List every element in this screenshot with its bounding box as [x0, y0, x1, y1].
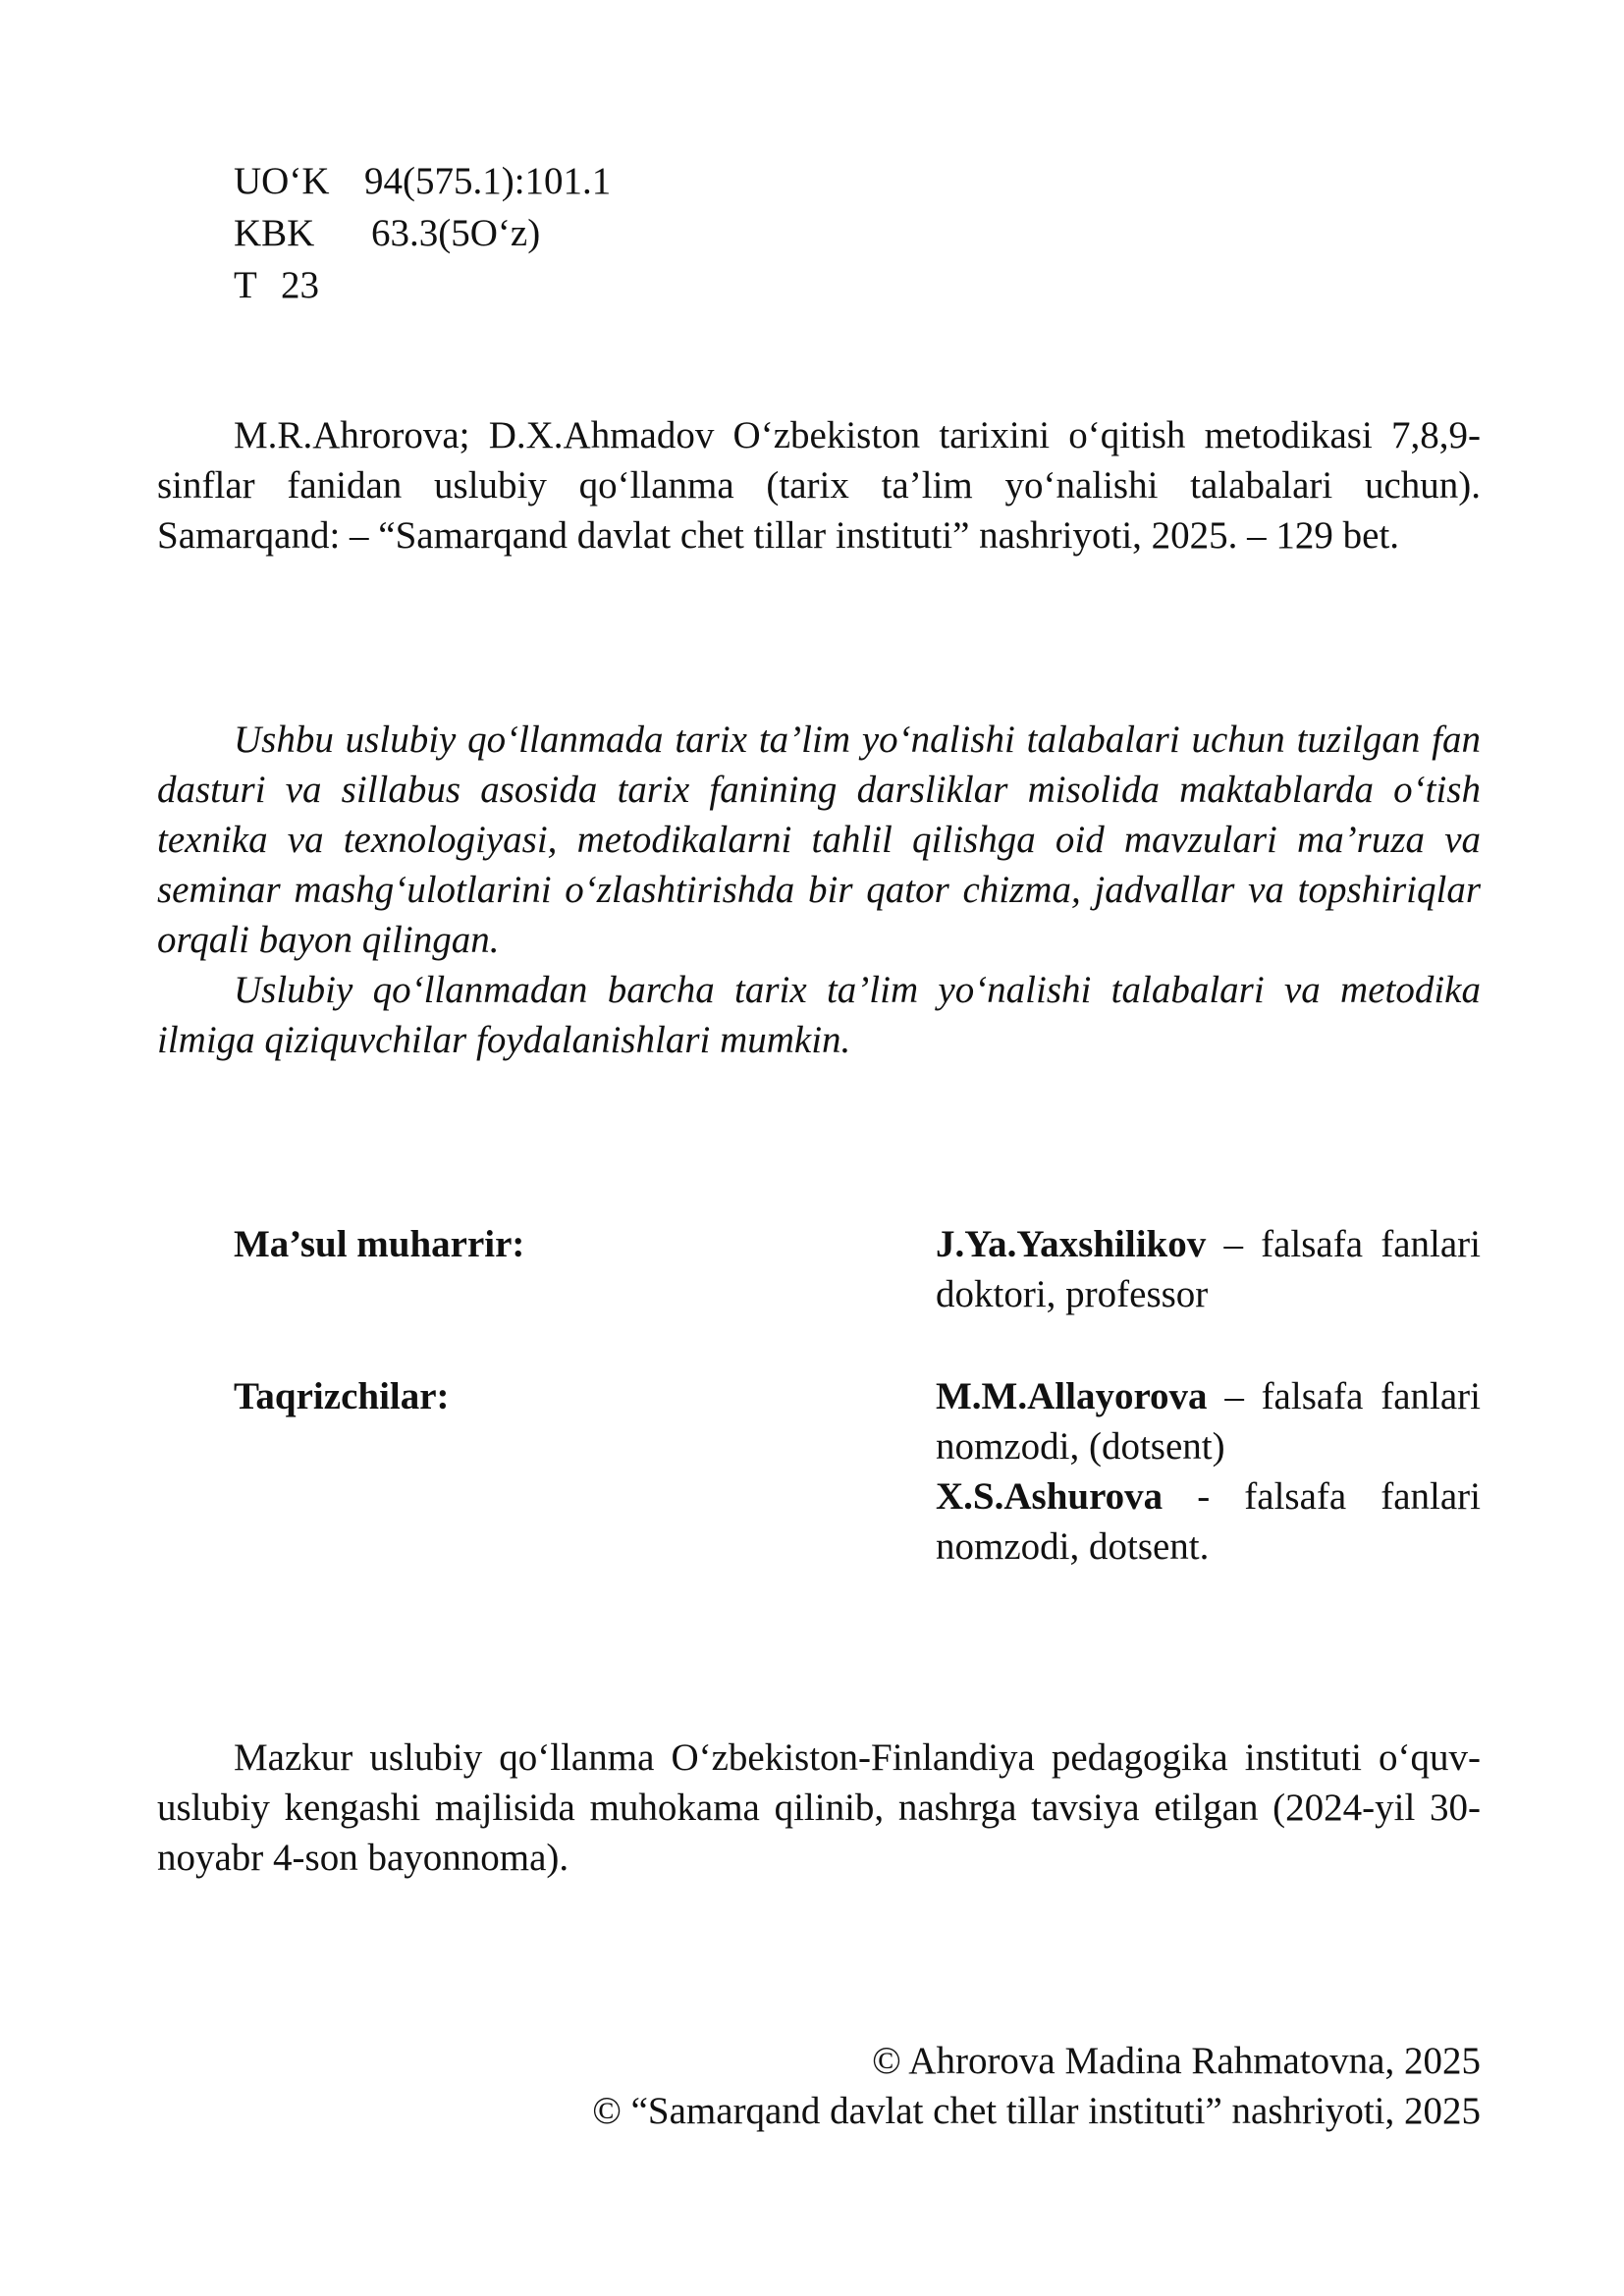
editor-label: Ma’sul muharrir: [234, 1223, 525, 1265]
kbk-value: 63.3(5O‘z) [371, 212, 541, 254]
uok-code [234, 155, 611, 207]
reviewer-title: - falsafa fanlari nomzodi, dotsent. [936, 1475, 1481, 1568]
reviewers-details [936, 1371, 1481, 1572]
t-value: 23 [281, 264, 319, 306]
kbk-code [234, 207, 611, 259]
abstract [157, 715, 1481, 1065]
copyright-author: © Ahrorova Madina Rahmatovna, 2025 [872, 2040, 1481, 2082]
editor-name: J.Ya.Yaxshilikov [936, 1223, 1207, 1265]
editor-entry [936, 1219, 1481, 1319]
copyright-publisher: © “Samarqand davlat chet tillar instituti” nashriyoti, 2025 [592, 2090, 1481, 2132]
reviewer-entry [936, 1371, 1481, 1471]
uok-value: 94(575.1):101.1 [364, 160, 612, 202]
bibliographic-citation: M.R.Ahrorova; D.X.Ahmadov O‘zbekiston tarixini o‘qitish metodikasi 7,8,9-sinflar fanidan uslubiy qo‘llanma (tarix ta’lim yo‘nalishi talabalari uchun). Samarqand: – “Samarqand davlat chet tillar instituti” nashriyoti, 2025. – 129 bet. [157, 414, 1481, 557]
reviewer-name: M.M.Allayorova [936, 1375, 1208, 1417]
editor-title: – falsafa fanlari doktori, professor [936, 1223, 1481, 1315]
abstract-paragraph-1: Ushbu uslubiy qo‘llanmada tarix ta’lim yo‘nalishi talabalari uchun tuzilgan fan dasturi va sillabus asosida tarix fanining darsliklar misolida maktablarda o‘tish texnika va texnologiyasi, metodikalarni tahlil qilishga oid mavzulari ma’ruza va seminar mashg‘ulotlarini o‘zlashtirishda bir qator chizma, jadvallar va topshiriqlar orqali bayon qilingan. [157, 719, 1481, 961]
reviewer-title: – falsafa fanlari nomzodi, (dotsent) [936, 1375, 1481, 1468]
editor-details [936, 1219, 1481, 1319]
reviewer-entry [936, 1471, 1481, 1572]
kbk-label: KBK [234, 212, 315, 254]
reviewers-label: Taqrizchilar: [234, 1375, 450, 1417]
t-label: T [234, 264, 257, 306]
uok-label: UO‘K [234, 160, 330, 202]
approval-note: Mazkur uslubiy qo‘llanma O‘zbekiston-Finlandiya pedagogika instituti o‘quv-uslubiy kengashi majlisida muhokama qilinib, nashrga tavsiya etilgan (2024-yil 30-noyabr 4-son bayonnoma). [157, 1736, 1481, 1879]
t-code [234, 259, 611, 311]
reviewer-name: X.S.Ashurova [936, 1475, 1164, 1518]
abstract-paragraph-2: Uslubiy qo‘llanmadan barcha tarix ta’lim yo‘nalishi talabalari va metodika ilmiga qiziquvchilar foydalanishlari mumkin. [157, 969, 1481, 1061]
copyright-block [592, 2036, 1481, 2136]
classification-codes [234, 155, 611, 311]
